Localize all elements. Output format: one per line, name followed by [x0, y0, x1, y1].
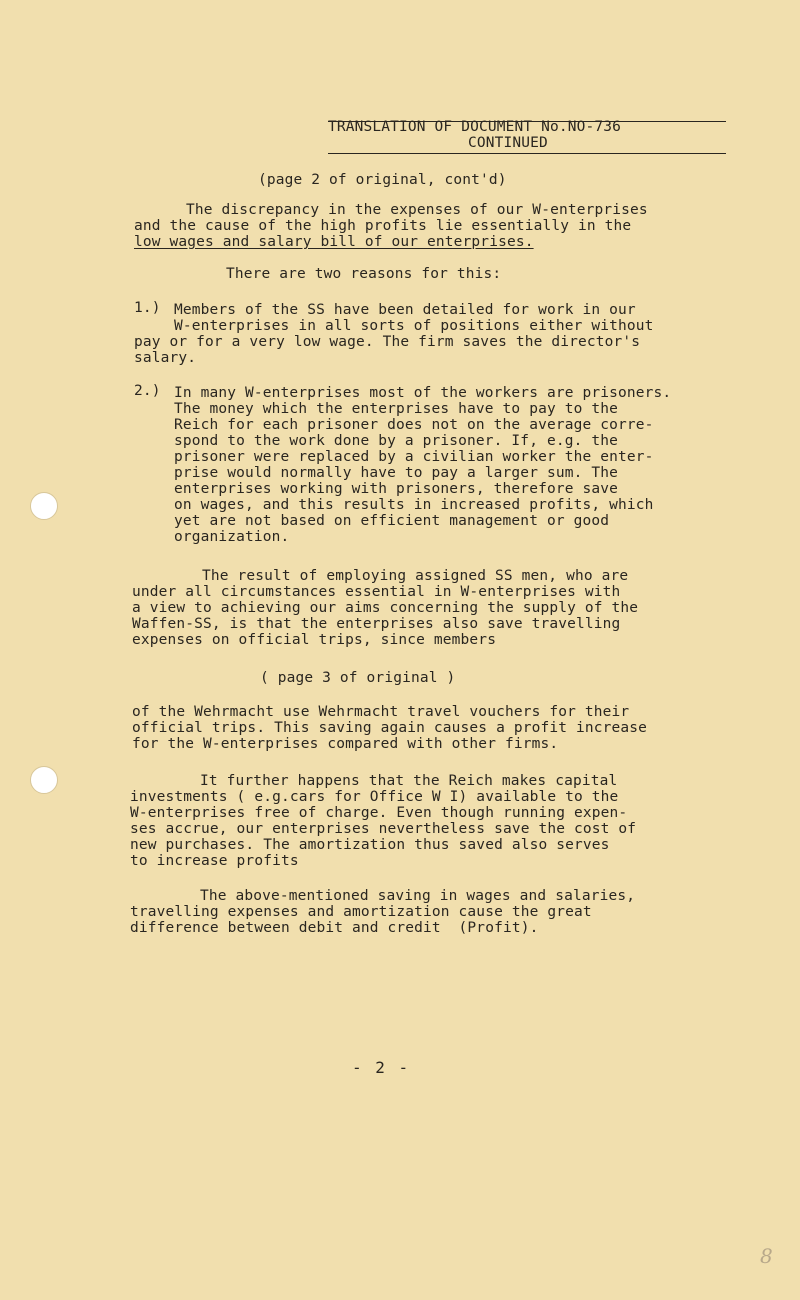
paragraph-line: The discrepancy in the expenses of our W-enterprises	[186, 202, 648, 218]
document-subtitle: CONTINUED	[468, 135, 548, 151]
paragraph-line: of the Wehrmacht use Wehrmacht travel vouchers for their	[132, 704, 630, 720]
paragraph-line: expenses on official trips, since members	[132, 632, 497, 648]
paragraph-line: and the cause of the high profits lie essentially in the	[134, 218, 632, 234]
list-item-line: prisoner were replaced by a civilian worker the enter-	[174, 449, 654, 465]
list-item-line: In many W-enterprises most of the workers are prisoners.	[174, 385, 672, 401]
paragraph-line: for the W-enterprises compared with other firms.	[132, 736, 559, 752]
item-number: 1.)	[134, 300, 161, 316]
list-item-line: Reich for each prisoner does not on the average corre-	[174, 417, 654, 433]
paragraph-line: It further happens that the Reich makes capital	[200, 773, 618, 789]
paragraph-line: difference between debit and credit (Profit).	[130, 920, 539, 936]
paragraph-line: under all circumstances essential in W-enterprises with	[132, 584, 621, 600]
list-item-line: organization.	[174, 529, 290, 545]
paragraph-line: travelling expenses and amortization cause the great	[130, 904, 592, 920]
list-item-line: enterprises working with prisoners, therefore save	[174, 481, 618, 497]
paragraph-line: official trips. This saving again causes a profit increase	[132, 720, 648, 736]
item-number: 2.)	[134, 383, 161, 399]
corner-mark: 8	[760, 1244, 773, 1268]
paragraph-line: Waffen-SS, is that the enterprises also save travelling	[132, 616, 621, 632]
paragraph-line: W-enterprises free of charge. Even though running expen-	[130, 805, 628, 821]
list-item-line: Members of the SS have been detailed for work in our	[174, 302, 636, 318]
list-item-line: yet are not based on efficient management or good	[174, 513, 610, 529]
page-marker: ( page 3 of original )	[260, 670, 456, 686]
paragraph-line: The result of employing assigned SS men, who are	[202, 568, 629, 584]
paragraph-line: ses accrue, our enterprises nevertheless save the cost of	[130, 821, 637, 837]
list-item-line: prise would normally have to pay a larger sum. The	[174, 465, 618, 481]
list-item-line: on wages, and this results in increased profits, which	[174, 497, 654, 513]
punch-hole	[30, 492, 58, 520]
list-item-line: The money which the enterprises have to pay to the	[174, 401, 618, 417]
document-title: TRANSLATION OF DOCUMENT No.NO-736	[328, 119, 622, 135]
paragraph-line: The above-mentioned saving in wages and salaries,	[200, 888, 636, 904]
header-bottom-rule	[328, 153, 726, 154]
paragraph-line-underlined: low wages and salary bill of our enterprises.	[134, 234, 534, 250]
paragraph-line: new purchases. The amortization thus saved also serves	[130, 837, 610, 853]
list-item-line: pay or for a very low wage. The firm saves the director's	[134, 334, 641, 350]
list-item-line: spond to the work done by a prisoner. If, e.g. the	[174, 433, 618, 449]
reasons-intro: There are two reasons for this:	[226, 266, 502, 282]
page-marker: (page 2 of original, cont'd)	[258, 172, 507, 188]
paragraph-line: to increase profits	[130, 853, 299, 869]
punch-hole	[30, 766, 58, 794]
list-item-line: salary.	[134, 350, 197, 366]
paragraph-line: investments ( e.g.cars for Office W I) available to the	[130, 789, 619, 805]
page-number: - 2 -	[352, 1058, 411, 1077]
paragraph-line: a view to achieving our aims concerning the supply of the	[132, 600, 639, 616]
list-item-line: W-enterprises in all sorts of positions either without	[174, 318, 654, 334]
